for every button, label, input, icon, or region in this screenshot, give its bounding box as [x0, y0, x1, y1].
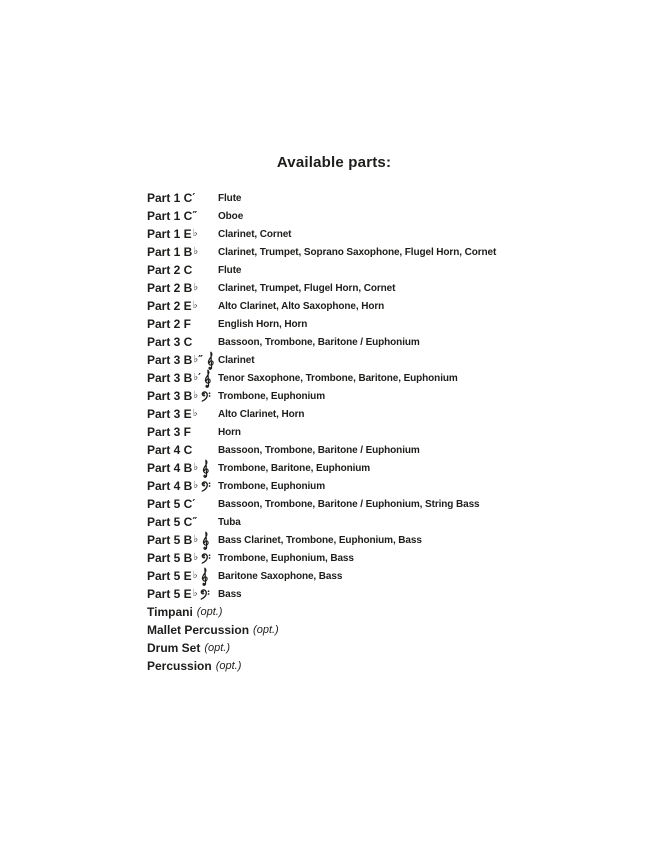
part-label-text: Part 4 B: [147, 479, 193, 493]
flat-sign-icon: ♭: [193, 479, 199, 491]
percussion-name: Percussion: [147, 659, 212, 673]
part-row: [147, 333, 647, 351]
part-instruments: Clarinet: [218, 354, 255, 366]
part-label: [147, 515, 218, 529]
part-instruments: Flute: [218, 192, 242, 204]
prime-mark: ″: [192, 514, 197, 528]
part-label: [147, 389, 218, 403]
percussion-optional-label: (opt.): [204, 642, 231, 654]
part-instruments: Clarinet, Trumpet, Flugel Horn, Cornet: [218, 282, 396, 294]
flat-sign-icon: ♭: [193, 245, 199, 257]
part-instruments: Trombone, Euphonium: [218, 390, 325, 402]
flat-sign-icon: ♭: [193, 533, 199, 545]
part-instruments: Tuba: [218, 516, 241, 528]
part-instruments: Tenor Saxophone, Trombone, Baritone, Euphonium: [218, 372, 458, 384]
treble-clef-icon: [203, 369, 212, 388]
part-label-text: Part 4 B: [147, 461, 193, 475]
part-row: [147, 261, 647, 279]
part-row: [147, 297, 647, 315]
part-row: [147, 459, 647, 477]
part-label-text: Part 3 B: [147, 371, 193, 385]
percussion-row: [147, 657, 647, 675]
part-instruments: Bass: [218, 588, 242, 600]
part-instruments: Clarinet, Cornet: [218, 228, 292, 240]
part-row: [147, 405, 647, 423]
flat-sign-icon: ♭: [193, 353, 199, 365]
flat-sign-icon: ♭: [192, 299, 198, 311]
part-instruments: Oboe: [218, 210, 244, 222]
part-label-text: Part 5 B: [147, 551, 193, 565]
part-instruments: Trombone, Euphonium, Bass: [218, 552, 354, 564]
part-label: [147, 459, 218, 478]
part-label-text: Part 3 B: [147, 353, 193, 367]
bass-clef-icon: [201, 391, 212, 402]
part-instruments: Bassoon, Trombone, Baritone / Euphonium: [218, 336, 420, 348]
percussion-name: Timpani: [147, 605, 193, 619]
part-label: [147, 479, 218, 493]
treble-clef-icon: [201, 459, 210, 478]
flat-sign-icon: ♭: [193, 389, 199, 401]
part-label: [147, 369, 218, 388]
part-label: [147, 317, 218, 331]
treble-clef-icon: [200, 567, 209, 586]
part-label: [147, 567, 218, 586]
part-label-text: Part 2 E: [147, 299, 192, 313]
part-row: [147, 279, 647, 297]
part-label: [147, 335, 218, 349]
part-label-text: Part 5 B: [147, 533, 193, 547]
bass-clef-icon: [200, 589, 211, 600]
percussion-row: [147, 603, 647, 621]
part-instruments: Clarinet, Trumpet, Soprano Saxophone, Flugel Horn, Cornet: [218, 246, 497, 258]
prime-mark: ′: [198, 370, 201, 384]
part-label-text: Part 2 B: [147, 281, 193, 295]
prime-mark: ″: [192, 208, 197, 222]
part-row: [147, 495, 647, 513]
part-label: [147, 587, 218, 601]
part-label-text: Part 3 E: [147, 407, 192, 421]
flat-sign-icon: ♭: [193, 461, 199, 473]
part-instruments: Alto Clarinet, Horn: [218, 408, 305, 420]
part-label-text: Part 5 C: [147, 497, 193, 511]
percussion-row: [147, 621, 647, 639]
flat-sign-icon: ♭: [192, 407, 198, 419]
part-row: [147, 549, 647, 567]
part-row: [147, 531, 647, 549]
part-label-text: Part 3 C: [147, 335, 193, 349]
part-label: [147, 191, 218, 205]
treble-clef-icon: [201, 531, 210, 550]
part-label: [147, 281, 218, 295]
part-label: [147, 263, 218, 277]
part-label: [147, 299, 218, 313]
part-label-text: Part 1 C: [147, 191, 193, 205]
percussion-row: [147, 639, 647, 657]
part-label-text: Part 2 F: [147, 317, 192, 331]
part-instruments: Bassoon, Trombone, Baritone / Euphonium, String Bass: [218, 498, 480, 510]
part-instruments: Baritone Saxophone, Bass: [218, 570, 343, 582]
part-row: [147, 387, 647, 405]
part-row: [147, 477, 647, 495]
part-row: [147, 189, 647, 207]
part-row: [147, 441, 647, 459]
part-label: [147, 551, 218, 565]
part-label: [147, 443, 218, 457]
percussion-optional-label: (opt.): [215, 660, 242, 672]
part-label: [147, 497, 218, 511]
flat-sign-icon: ♭: [193, 551, 199, 563]
flat-sign-icon: ♭: [192, 569, 198, 581]
part-row: [147, 225, 647, 243]
part-label-text: Part 2 C: [147, 263, 193, 277]
part-label: [147, 425, 218, 439]
part-instruments: Bass Clarinet, Trombone, Euphonium, Bass: [218, 534, 422, 546]
part-instruments: Flute: [218, 264, 242, 276]
percussion-optional-label: (opt.): [196, 606, 223, 618]
part-label-text: Part 1 E: [147, 227, 192, 241]
part-row: [147, 369, 647, 387]
part-instruments: English Horn, Horn: [218, 318, 308, 330]
part-label: [147, 407, 218, 421]
flat-sign-icon: ♭: [192, 587, 198, 599]
part-instruments: Trombone, Baritone, Euphonium: [218, 462, 371, 474]
percussion-name: Drum Set: [147, 641, 201, 655]
bass-clef-icon: [201, 481, 212, 492]
prime-mark: ′: [192, 496, 195, 510]
part-label-text: Part 5 E: [147, 569, 192, 583]
part-row: [147, 513, 647, 531]
part-label-text: Part 5 E: [147, 587, 192, 601]
part-row: [147, 351, 647, 369]
part-instruments: Horn: [218, 426, 241, 438]
parts-list: [147, 189, 647, 675]
part-label: [147, 531, 218, 550]
part-label-text: Part 1 B: [147, 245, 193, 259]
percussion-optional-label: (opt.): [253, 624, 279, 636]
part-row: [147, 423, 647, 441]
flat-sign-icon: ♭: [192, 227, 198, 239]
prime-mark: ′: [192, 190, 195, 204]
treble-clef-icon: [206, 351, 215, 370]
bass-clef-icon: [201, 553, 212, 564]
flat-sign-icon: ♭: [193, 371, 199, 383]
part-row: [147, 585, 647, 603]
part-instruments: Alto Clarinet, Alto Saxophone, Horn: [218, 300, 385, 312]
part-row: [147, 243, 647, 261]
page-title: Available parts:: [276, 154, 392, 171]
part-label-text: Part 5 C: [147, 515, 193, 529]
part-row: [147, 315, 647, 333]
prime-mark: ″: [198, 352, 203, 366]
part-instruments: Bassoon, Trombone, Baritone / Euphonium: [218, 444, 420, 456]
part-label: [147, 351, 218, 370]
percussion-name: Mallet Percussion: [147, 623, 250, 637]
part-label: [147, 209, 218, 223]
part-label-text: Part 3 B: [147, 389, 193, 403]
flat-sign-icon: ♭: [193, 281, 199, 293]
part-label-text: Part 1 C: [147, 209, 193, 223]
part-label: [147, 245, 218, 259]
part-label: [147, 227, 218, 241]
part-row: [147, 567, 647, 585]
part-instruments: Trombone, Euphonium: [218, 480, 325, 492]
part-label-text: Part 4 C: [147, 443, 193, 457]
part-row: [147, 207, 647, 225]
part-label-text: Part 3 F: [147, 425, 192, 439]
